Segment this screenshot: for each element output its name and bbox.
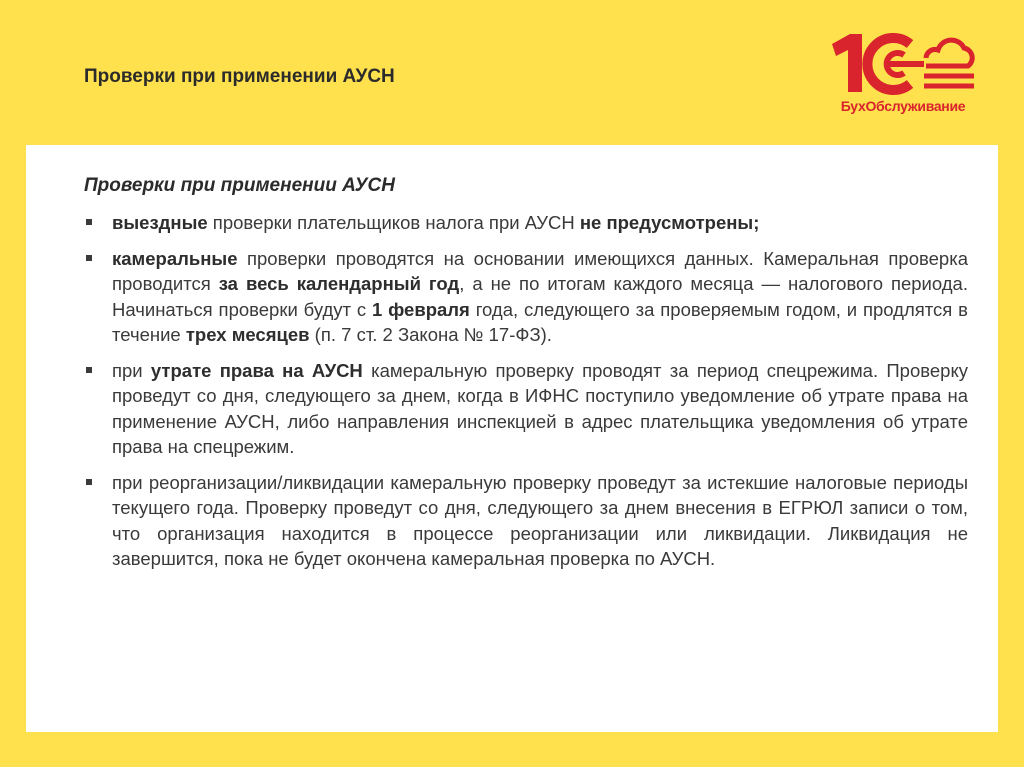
- body-text: года, следующего за проверяемым годом, и продлятся в течение: [112, 298, 968, 345]
- bullet-square-icon: [86, 219, 92, 225]
- bold-text: камеральные: [112, 247, 238, 269]
- list-item: [84, 246, 968, 348]
- bullet-square-icon: [86, 255, 92, 261]
- body-text: (п. 7 ст. 2 Закона № 17-ФЗ).: [309, 324, 552, 345]
- bold-text: трех месяцев: [185, 324, 310, 345]
- bold-text: не предусмотрены;: [579, 212, 760, 233]
- right-border: [998, 145, 1024, 767]
- body-text: проверки проводятся на основании имеющихся данных. Камеральная проверка проводится: [112, 247, 968, 294]
- page-title: Проверки при применении АУСН: [84, 66, 395, 87]
- bold-text: 1 февраля: [371, 298, 470, 320]
- bold-text: за весь календарный год: [218, 273, 460, 294]
- bullet-square-icon: [86, 367, 92, 373]
- section-title: Проверки при применении АУСН: [84, 175, 395, 196]
- body-text: камеральную проверку проводят за период спецрежима. Проверку проведут со дня, следующего за днем, когда в ИФНС поступило уведомление об утрате права на применение АУСН, либо направления инспекцией в адрес плательщика уведомления об утрате права на спецрежим.: [112, 359, 968, 457]
- bullet-list: [84, 210, 968, 572]
- list-item: [84, 210, 968, 236]
- bottom-border: [0, 732, 1024, 767]
- brand-logo: [828, 30, 978, 118]
- content-area: [84, 175, 968, 582]
- bullet-square-icon: [86, 479, 92, 485]
- logo-caption: БухОбслуживание: [840, 98, 966, 114]
- body-text: , а не по итогам каждого месяца — налогового периода. Начинаться проверки будут с: [112, 273, 968, 320]
- body-text: проверки плательщиков налога при АУСН: [207, 212, 580, 233]
- list-item: [84, 358, 968, 460]
- body-text: при: [112, 359, 151, 381]
- left-border: [0, 145, 26, 767]
- bold-text: выездные: [112, 212, 208, 233]
- bold-text: утрате права на АУСН: [150, 359, 363, 381]
- body-text: при реорганизации/ликвидации камеральную проверку проведут за истекшие налоговые периоды текущего года. Проверку проведут со дня, следующего за днем внесения в ЕГРЮЛ записи о том, что организация находится в процессе реорганизации или ликвидации. Ликвидация не завершится, пока не будет окончена камеральная проверка по АУСН.: [112, 471, 968, 569]
- logo-1c-mark-icon: [828, 30, 978, 96]
- list-item: [84, 470, 968, 572]
